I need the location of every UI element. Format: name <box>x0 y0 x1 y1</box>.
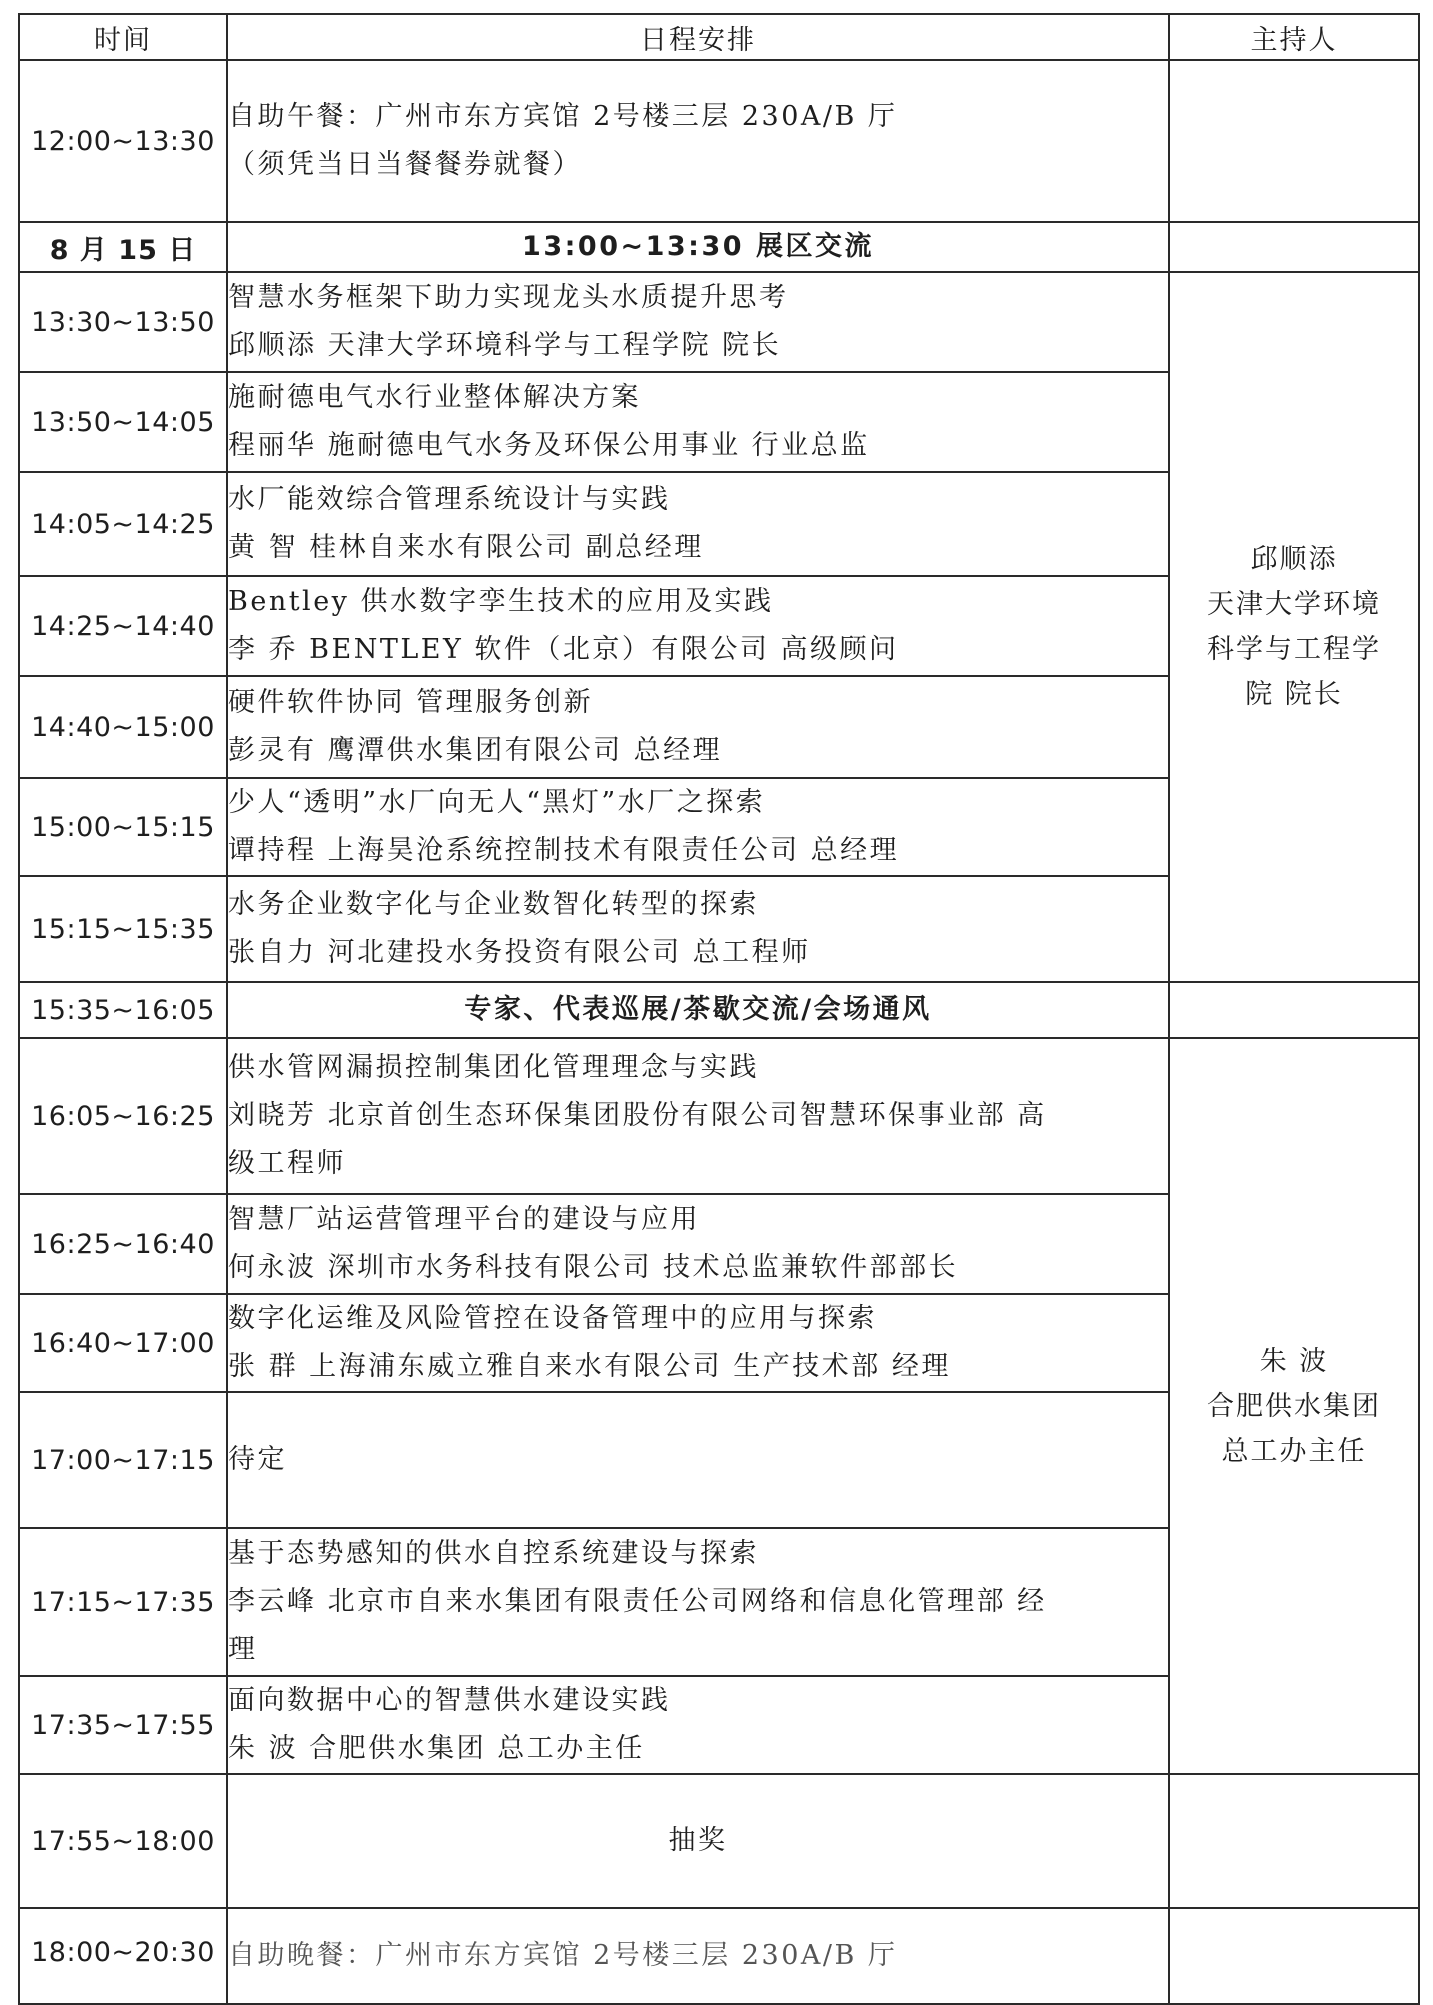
host-cell <box>1169 1774 1419 1908</box>
time-cell: 15:15~15:35 <box>19 876 227 982</box>
time-cell: 12:00~13:30 <box>19 60 227 222</box>
program-line: 李 乔 BENTLEY 软件（北京）有限公司 高级顾问 <box>228 634 899 665</box>
program-line: 水厂能效综合管理系统设计与实践 <box>228 484 671 515</box>
host-line: 总工办主任 <box>1221 1435 1367 1467</box>
program-cell <box>227 272 1169 372</box>
program-line: 刘晓芳 北京首创生态环保集团股份有限公司智慧环保事业部 高 <box>228 1100 1047 1131</box>
table-row <box>19 982 1419 1038</box>
time-cell: 14:05~14:25 <box>19 472 227 576</box>
date-cell: 8 月 15 日 <box>19 222 227 272</box>
program-line: 黄 智 桂林自来水有限公司 副总经理 <box>228 532 704 563</box>
time-cell: 17:35~17:55 <box>19 1676 227 1774</box>
program-line: 水务企业数字化与企业数智化转型的探索 <box>228 889 759 920</box>
header-time: 时间 <box>19 14 227 60</box>
program-line: Bentley 供水数字孪生技术的应用及实践 <box>228 586 774 617</box>
program-line: 何永波 深圳市水务科技有限公司 技术总监兼软件部部长 <box>228 1252 959 1283</box>
table-row <box>19 1774 1419 1908</box>
table-row <box>19 222 1419 272</box>
time-cell: 14:40~15:00 <box>19 676 227 778</box>
program-line: 级工程师 <box>228 1148 346 1179</box>
program-line: 朱 波 合肥供水集团 总工办主任 <box>228 1733 645 1764</box>
program-cell: 13:00~13:30 展区交流 <box>227 222 1169 272</box>
host-cell-1 <box>1169 272 1419 982</box>
header-row <box>19 14 1419 60</box>
program-cell <box>227 778 1169 876</box>
time-cell: 17:55~18:00 <box>19 1774 227 1908</box>
header-host: 主持人 <box>1169 14 1419 60</box>
time-cell: 14:25~14:40 <box>19 576 227 676</box>
program-line: 少人“透明”水厂向无人“黑灯”水厂之探索 <box>228 787 766 818</box>
table-row <box>19 272 1419 372</box>
program-line: （须凭当日当餐餐券就餐） <box>228 149 582 180</box>
time-cell: 17:00~17:15 <box>19 1392 227 1528</box>
program-line: 面向数据中心的智慧供水建设实践 <box>228 1685 671 1716</box>
table-row <box>19 1038 1419 1194</box>
program-cell <box>227 1908 1169 2004</box>
program-line: 理 <box>228 1634 258 1665</box>
program-cell <box>227 876 1169 982</box>
header-program: 日程安排 <box>227 14 1169 60</box>
program-cell <box>227 1038 1169 1194</box>
program-cell <box>227 1676 1169 1774</box>
program-line: 待定 <box>228 1444 287 1475</box>
program-line: 程丽华 施耐德电气水务及环保公用事业 行业总监 <box>228 430 870 461</box>
program-cell <box>227 676 1169 778</box>
schedule-table <box>18 13 1420 2005</box>
time-cell: 16:25~16:40 <box>19 1194 227 1294</box>
program-cell <box>227 372 1169 472</box>
host-cell <box>1169 222 1419 272</box>
program-line: 基于态势感知的供水自控系统建设与探索 <box>228 1538 759 1569</box>
program-line: 李云峰 北京市自来水集团有限责任公司网络和信息化管理部 经 <box>228 1586 1047 1617</box>
program-cell <box>227 472 1169 576</box>
program-line: 施耐德电气水行业整体解决方案 <box>228 382 641 413</box>
time-cell: 15:00~15:15 <box>19 778 227 876</box>
time-cell: 16:05~16:25 <box>19 1038 227 1194</box>
time-cell: 15:35~16:05 <box>19 982 227 1038</box>
program-cell: 专家、代表巡展/茶歇交流/会场通风 <box>227 982 1169 1038</box>
program-cell: 抽奖 <box>227 1774 1169 1908</box>
program-cell <box>227 576 1169 676</box>
program-line: 数字化运维及风险管控在设备管理中的应用与探索 <box>228 1303 877 1334</box>
program-line: 邱顺添 天津大学环境科学与工程学院 院长 <box>228 330 782 361</box>
program-cell <box>227 1392 1169 1528</box>
host-line: 院 院长 <box>1245 679 1343 710</box>
table-row <box>19 1908 1419 2004</box>
program-line: 智慧水务框架下助力实现龙头水质提升思考 <box>228 282 789 313</box>
time-cell: 13:30~13:50 <box>19 272 227 372</box>
time-cell: 17:15~17:35 <box>19 1528 227 1676</box>
host-line: 科学与工程学 <box>1207 634 1381 665</box>
program-line: 智慧厂站运营管理平台的建设与应用 <box>228 1204 700 1235</box>
host-cell <box>1169 1908 1419 2004</box>
program-line: 自助午餐：广州市东方宾馆 2号楼三层 230A/B 厅 <box>228 101 898 132</box>
time-cell: 18:00~20:30 <box>19 1908 227 2004</box>
program-line: 张自力 河北建投水务投资有限公司 总工程师 <box>228 937 811 968</box>
host-name: 朱 波 <box>1259 1345 1329 1377</box>
program-cell <box>227 1194 1169 1294</box>
time-cell: 16:40~17:00 <box>19 1294 227 1392</box>
table-row <box>19 60 1419 222</box>
host-cell <box>1169 60 1419 222</box>
host-name: 邱顺添 <box>1250 544 1338 575</box>
host-line: 合肥供水集团 <box>1207 1390 1381 1422</box>
program-cell <box>227 60 1169 222</box>
program-line: 硬件软件协同 管理服务创新 <box>228 687 594 718</box>
program-cell <box>227 1528 1169 1676</box>
host-line: 天津大学环境 <box>1207 589 1381 620</box>
host-cell <box>1169 982 1419 1038</box>
program-line: 供水管网漏损控制集团化管理理念与实践 <box>228 1052 759 1083</box>
program-line: 自助晚餐：广州市东方宾馆 2号楼三层 230A/B 厅 <box>228 1940 898 1971</box>
program-line: 谭持程 上海昊沧系统控制技术有限责任公司 总经理 <box>228 835 900 866</box>
host-cell-2 <box>1169 1038 1419 1774</box>
program-cell <box>227 1294 1169 1392</box>
program-line: 张 群 上海浦东威立雅自来水有限公司 生产技术部 经理 <box>228 1351 951 1382</box>
time-cell: 13:50~14:05 <box>19 372 227 472</box>
program-line: 彭灵有 鹰潭供水集团有限公司 总经理 <box>228 735 723 766</box>
